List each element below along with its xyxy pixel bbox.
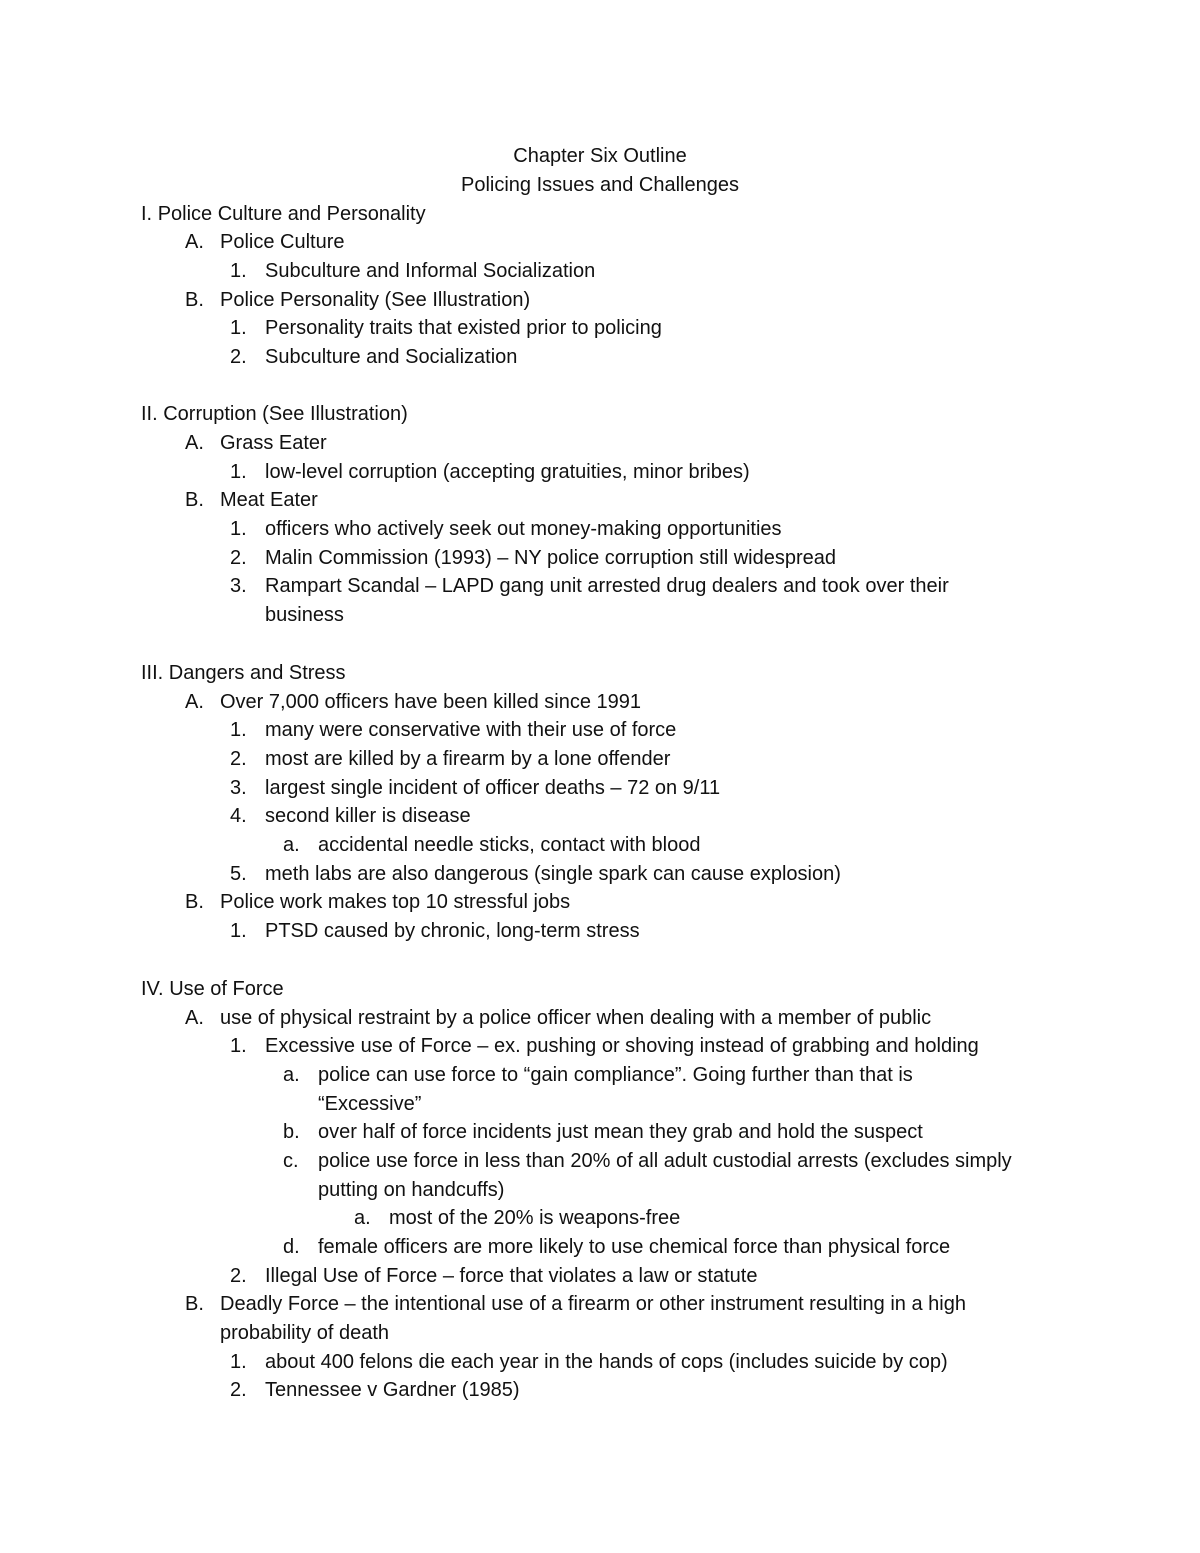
heading-text: Use of Force [169,978,284,1000]
outline-heading [141,977,284,1001]
outline-heading [141,202,426,226]
list-item-text: police can use force to “gain compliance”. Going further than that is [318,1064,913,1086]
list-item-text: use of physical restraint by a police officer when dealing with a member of public [220,1007,932,1029]
list-item-text: many were conservative with their use of force [265,719,677,741]
list-item-continuation: putting on handcuffs) [318,1179,505,1201]
list-item-text: female officers are more likely to use chemical force than physical force [318,1236,951,1258]
list-marker: A. [185,231,204,253]
list-marker: 2. [230,547,247,569]
list-item-text: low-level corruption (accepting gratuities, minor bribes) [265,461,750,483]
list-item-text: Illegal Use of Force – force that violates a law or statute [265,1265,758,1287]
list-item-continuation: business [265,604,344,626]
list-item-text: Meat Eater [220,489,318,511]
heading-marker: I. [141,203,153,225]
document-title: Chapter Six Outline [513,145,687,167]
list-marker: 2. [230,1379,247,1401]
heading-marker: III. [141,662,164,684]
list-item-text: second killer is disease [265,805,471,827]
list-marker: A. [185,432,204,454]
list-marker: 1. [230,920,247,942]
list-item-text: about 400 felons die each year in the hands of cops (includes suicide by cop) [265,1351,948,1373]
list-item-text: police use force in less than 20% of all adult custodial arrests (excludes simply [318,1150,1012,1172]
list-marker: B. [185,489,204,511]
document-subtitle: Policing Issues and Challenges [461,174,739,196]
heading-text: Dangers and Stress [168,662,346,684]
list-item-text: PTSD caused by chronic, long-term stress [265,920,640,942]
list-item-text: over half of force incidents just mean they grab and hold the suspect [318,1121,923,1143]
list-marker: c. [283,1150,299,1172]
list-item-text: Subculture and Socialization [265,346,518,368]
list-marker: 1. [230,461,247,483]
list-marker: 2. [230,1265,247,1287]
list-marker: 1. [230,1351,247,1373]
outline-heading [141,661,346,685]
list-item-text: officers who actively seek out money-making opportunities [265,518,782,540]
list-item-text: meth labs are also dangerous (single spark can cause explosion) [265,863,841,885]
list-item-text: Malin Commission (1993) – NY police corruption still widespread [265,547,836,569]
list-marker: 1. [230,317,247,339]
list-marker: 1. [230,719,247,741]
list-item-text: accidental needle sticks, contact with blood [318,834,701,856]
list-item-continuation: probability of death [220,1322,390,1344]
list-item-text: Grass Eater [220,432,327,454]
list-marker: 1. [230,518,247,540]
list-item-text: Rampart Scandal – LAPD gang unit arrested drug dealers and took over their [265,575,949,597]
list-marker: b. [283,1121,300,1143]
list-item-text: Excessive use of Force – ex. pushing or shoving instead of grabbing and holding [265,1035,979,1057]
list-marker: B. [185,289,204,311]
list-marker: A. [185,691,204,713]
list-item-text: Deadly Force – the intentional use of a firearm or other instrument resulting in a high [220,1293,966,1315]
outline-heading [141,402,408,426]
list-marker: 4. [230,805,247,827]
list-marker: A. [185,1007,204,1029]
list-marker: d. [283,1236,300,1258]
heading-marker: IV. [141,978,164,1000]
heading-text: Police Culture and Personality [157,203,426,225]
list-marker: 5. [230,863,247,885]
list-item-text: Subculture and Informal Socialization [265,260,596,282]
list-marker: 1. [230,1035,247,1057]
list-item-text: most of the 20% is weapons-free [389,1207,681,1229]
list-item-text: Tennessee v Gardner (1985) [265,1379,520,1401]
list-marker: B. [185,891,204,913]
list-marker: 2. [230,748,247,770]
list-item-text: Over 7,000 officers have been killed since 1991 [220,691,642,713]
list-marker: B. [185,1293,204,1315]
list-item-continuation: “Excessive” [318,1093,422,1115]
list-item-text: Police Personality (See Illustration) [220,289,531,311]
list-marker: 1. [230,260,247,282]
list-item-text: Police Culture [220,231,345,253]
list-marker: a. [354,1207,371,1229]
list-marker: a. [283,1064,300,1086]
list-marker: 2. [230,346,247,368]
list-item-text: Police work makes top 10 stressful jobs [220,891,571,913]
list-item-text: Personality traits that existed prior to policing [265,317,662,339]
heading-marker: II. [141,403,158,425]
list-marker: 3. [230,575,247,597]
list-marker: 3. [230,777,247,799]
list-item-text: most are killed by a firearm by a lone offender [265,748,671,770]
list-marker: a. [283,834,300,856]
list-item-text: largest single incident of officer deaths – 72 on 9/11 [265,777,721,799]
heading-text: Corruption (See Illustration) [163,403,408,425]
